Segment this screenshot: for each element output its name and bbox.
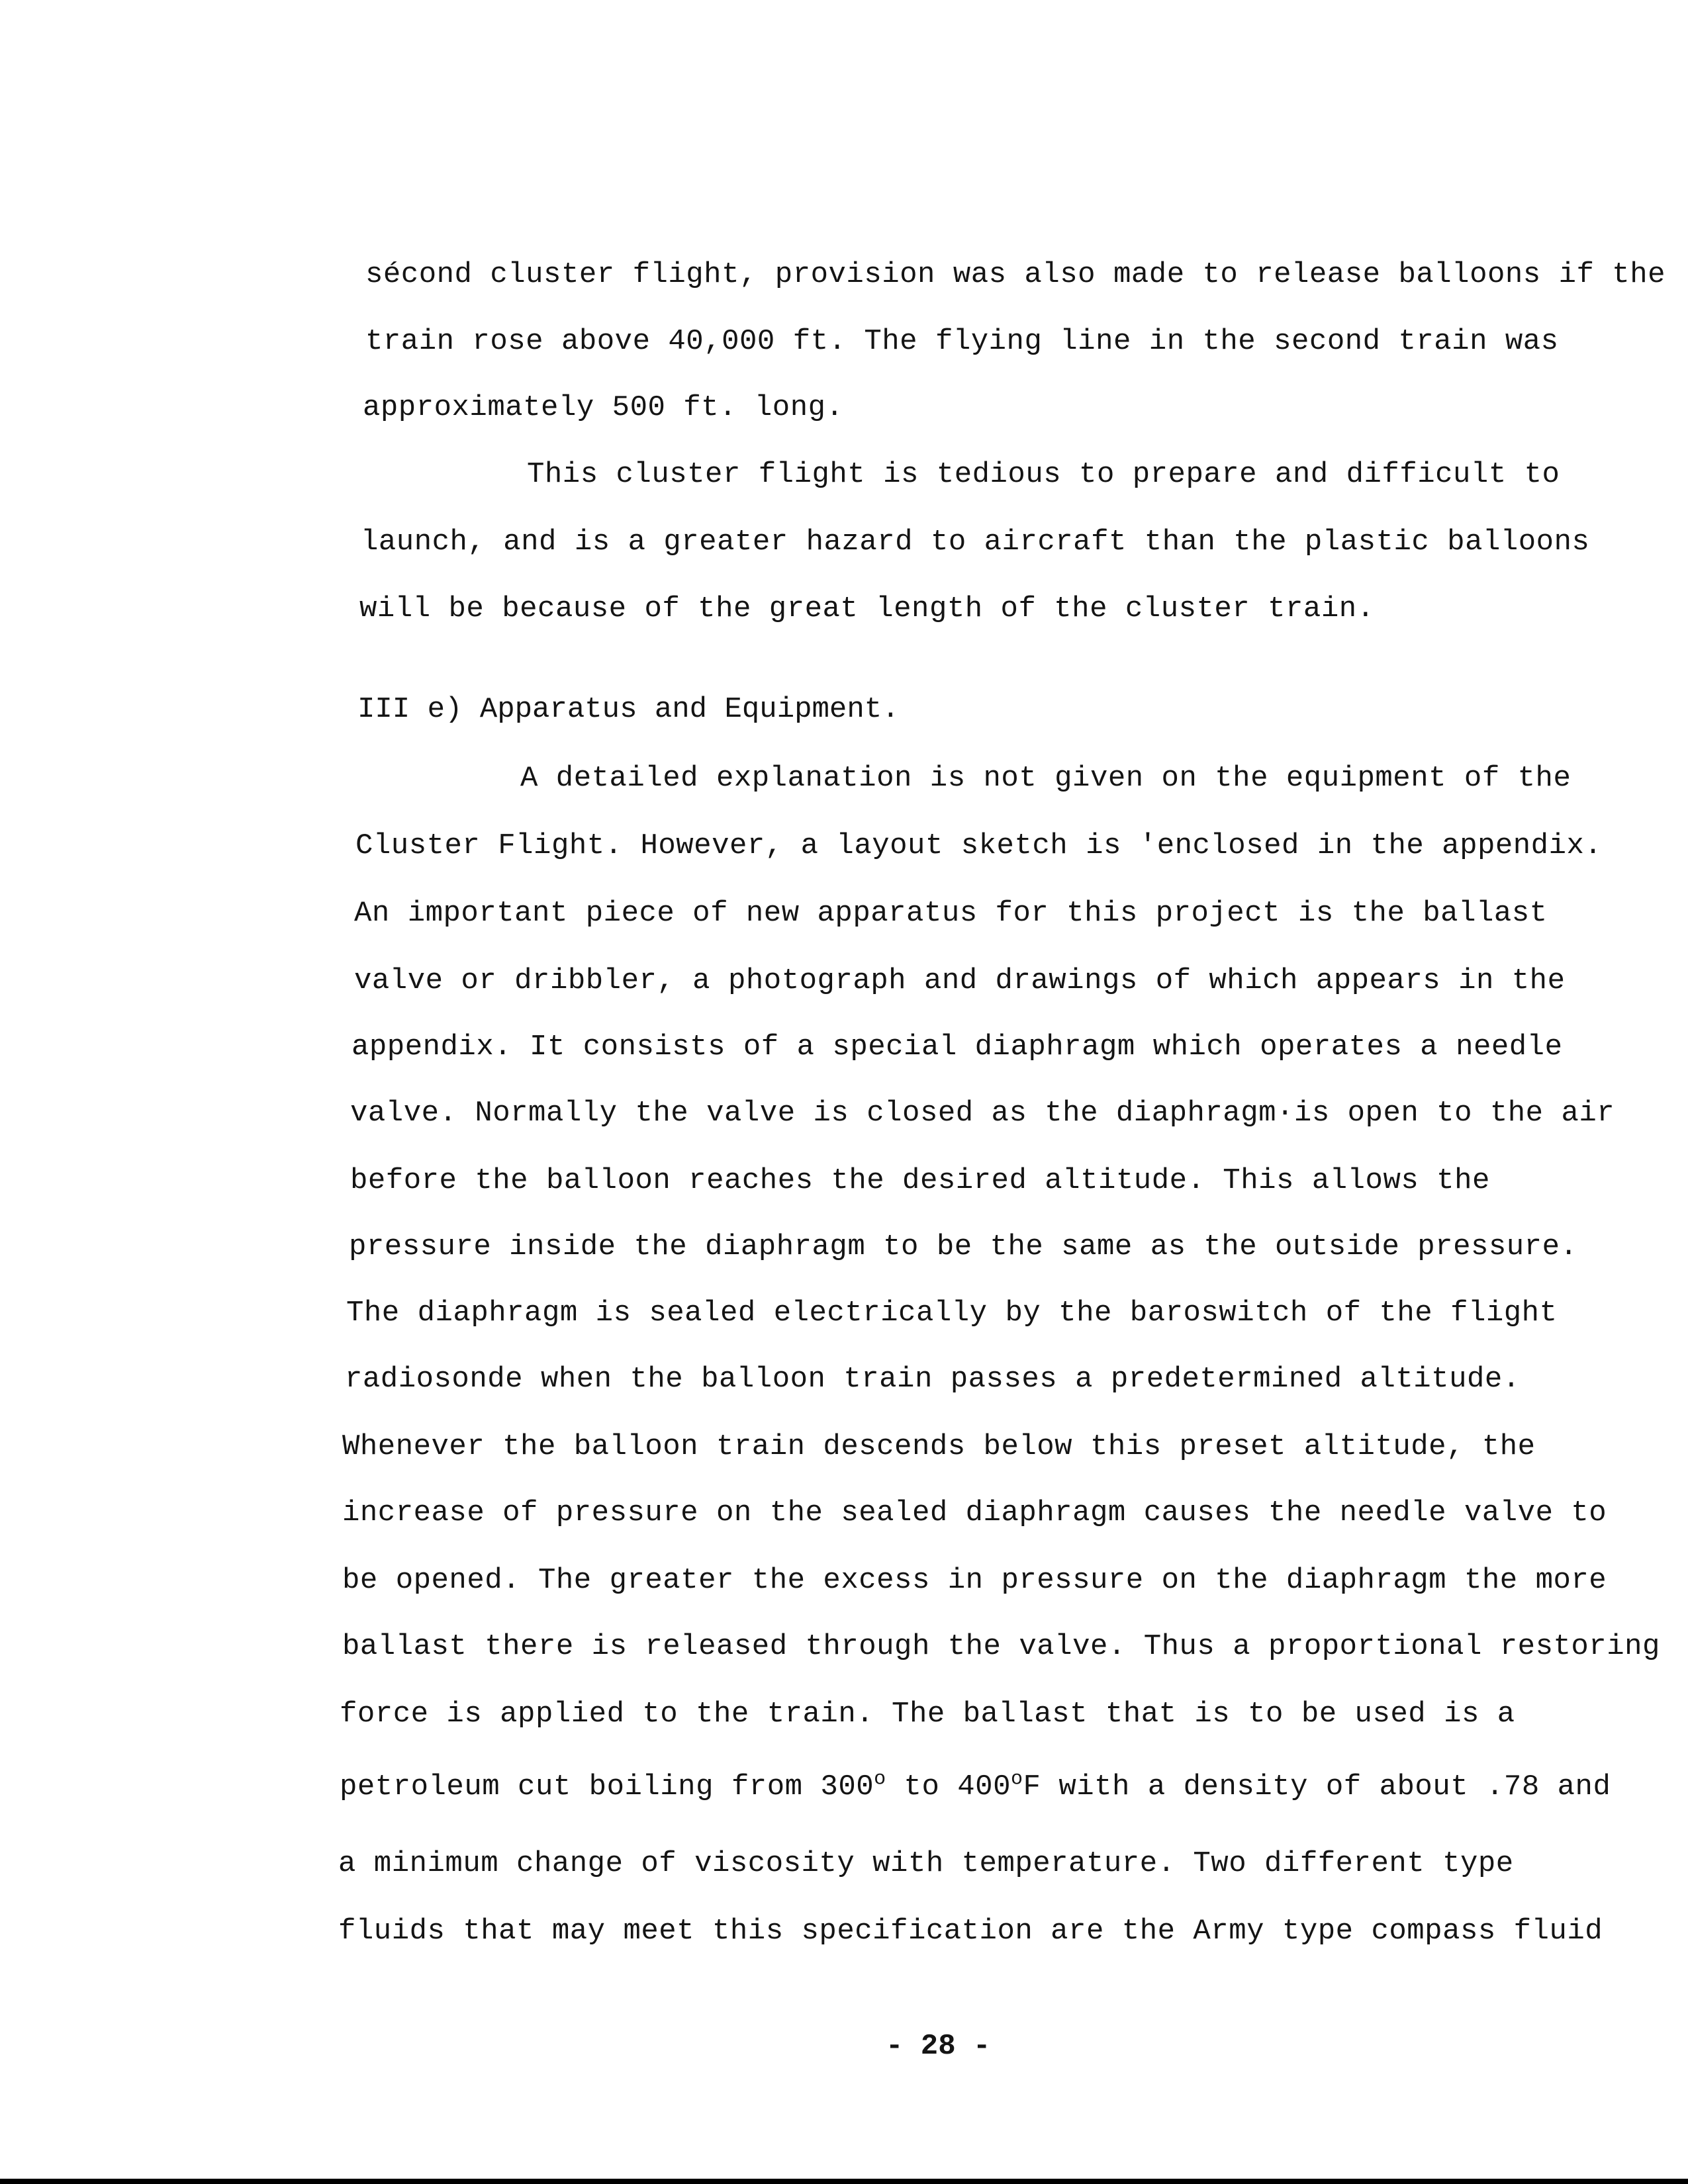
text-line: This cluster flight is tedious to prepare and difficult to — [527, 458, 1560, 491]
text-line-temperatures — [340, 1769, 1611, 1805]
text-line: appendix. It consists of a special diaphragm which operates a needle — [352, 1030, 1563, 1064]
text-line: The diaphragm is sealed electrically by the baroswitch of the flight — [346, 1297, 1558, 1330]
text-line: launch, and is a greater hazard to aircraft than the plastic balloons — [361, 525, 1590, 559]
text-segment: F with a density of about .78 and — [1023, 1770, 1611, 1803]
degree-mark: o — [1011, 1768, 1023, 1791]
degree-mark: o — [874, 1768, 886, 1791]
text-line: approximately 500 ft. long. — [363, 391, 844, 424]
text-line: valve or dribbler, a photograph and drawings of which appears in the — [354, 964, 1566, 997]
text-line: a minimum change of viscosity with temperature. Two different type — [338, 1847, 1514, 1880]
text-line: ballast there is released through the valve. Thus a proportional restoring — [342, 1630, 1660, 1663]
text-line: Cluster Flight. However, a layout sketch is 'enclosed in the appendix. — [355, 829, 1603, 862]
text-line: sécond cluster flight, provision was also made to release balloons if the — [365, 258, 1666, 291]
section-heading: III e) Apparatus and Equipment. — [357, 693, 900, 726]
text-line: be opened. The greater the excess in pressure on the diaphragm the more — [342, 1564, 1607, 1597]
text-line: radiosonde when the balloon train passes a predetermined altitude. — [345, 1363, 1521, 1396]
text-segment: to 400 — [886, 1770, 1011, 1803]
text-line: An important piece of new apparatus for this project is the ballast — [354, 897, 1548, 930]
page-number: - 28 - — [886, 2030, 991, 2063]
scan-bottom-edge — [0, 2179, 1688, 2184]
text-line: train rose above 40,000 ft. The flying line in the second train was — [365, 325, 1559, 358]
text-line: A detailed explanation is not given on the equipment of the — [520, 762, 1571, 795]
text-line: before the balloon reaches the desired altitude. This allows the — [350, 1164, 1490, 1197]
text-line: pressure inside the diaphragm to be the same as the outside pressure. — [349, 1230, 1578, 1263]
text-line: valve. Normally the valve is closed as the diaphragm·is open to the air — [350, 1097, 1615, 1130]
text-line: increase of pressure on the sealed diaphragm causes the needle valve to — [342, 1496, 1607, 1529]
text-line: will be because of the great length of the cluster train. — [359, 592, 1375, 625]
text-line: force is applied to the train. The ballast that is to be used is a — [340, 1698, 1515, 1731]
text-line: Whenever the balloon train descends below this preset altitude, the — [342, 1430, 1536, 1463]
text-segment: petroleum cut boiling from 300 — [340, 1770, 874, 1803]
text-line: fluids that may meet this specification are the Army type compass fluid — [338, 1915, 1603, 1948]
